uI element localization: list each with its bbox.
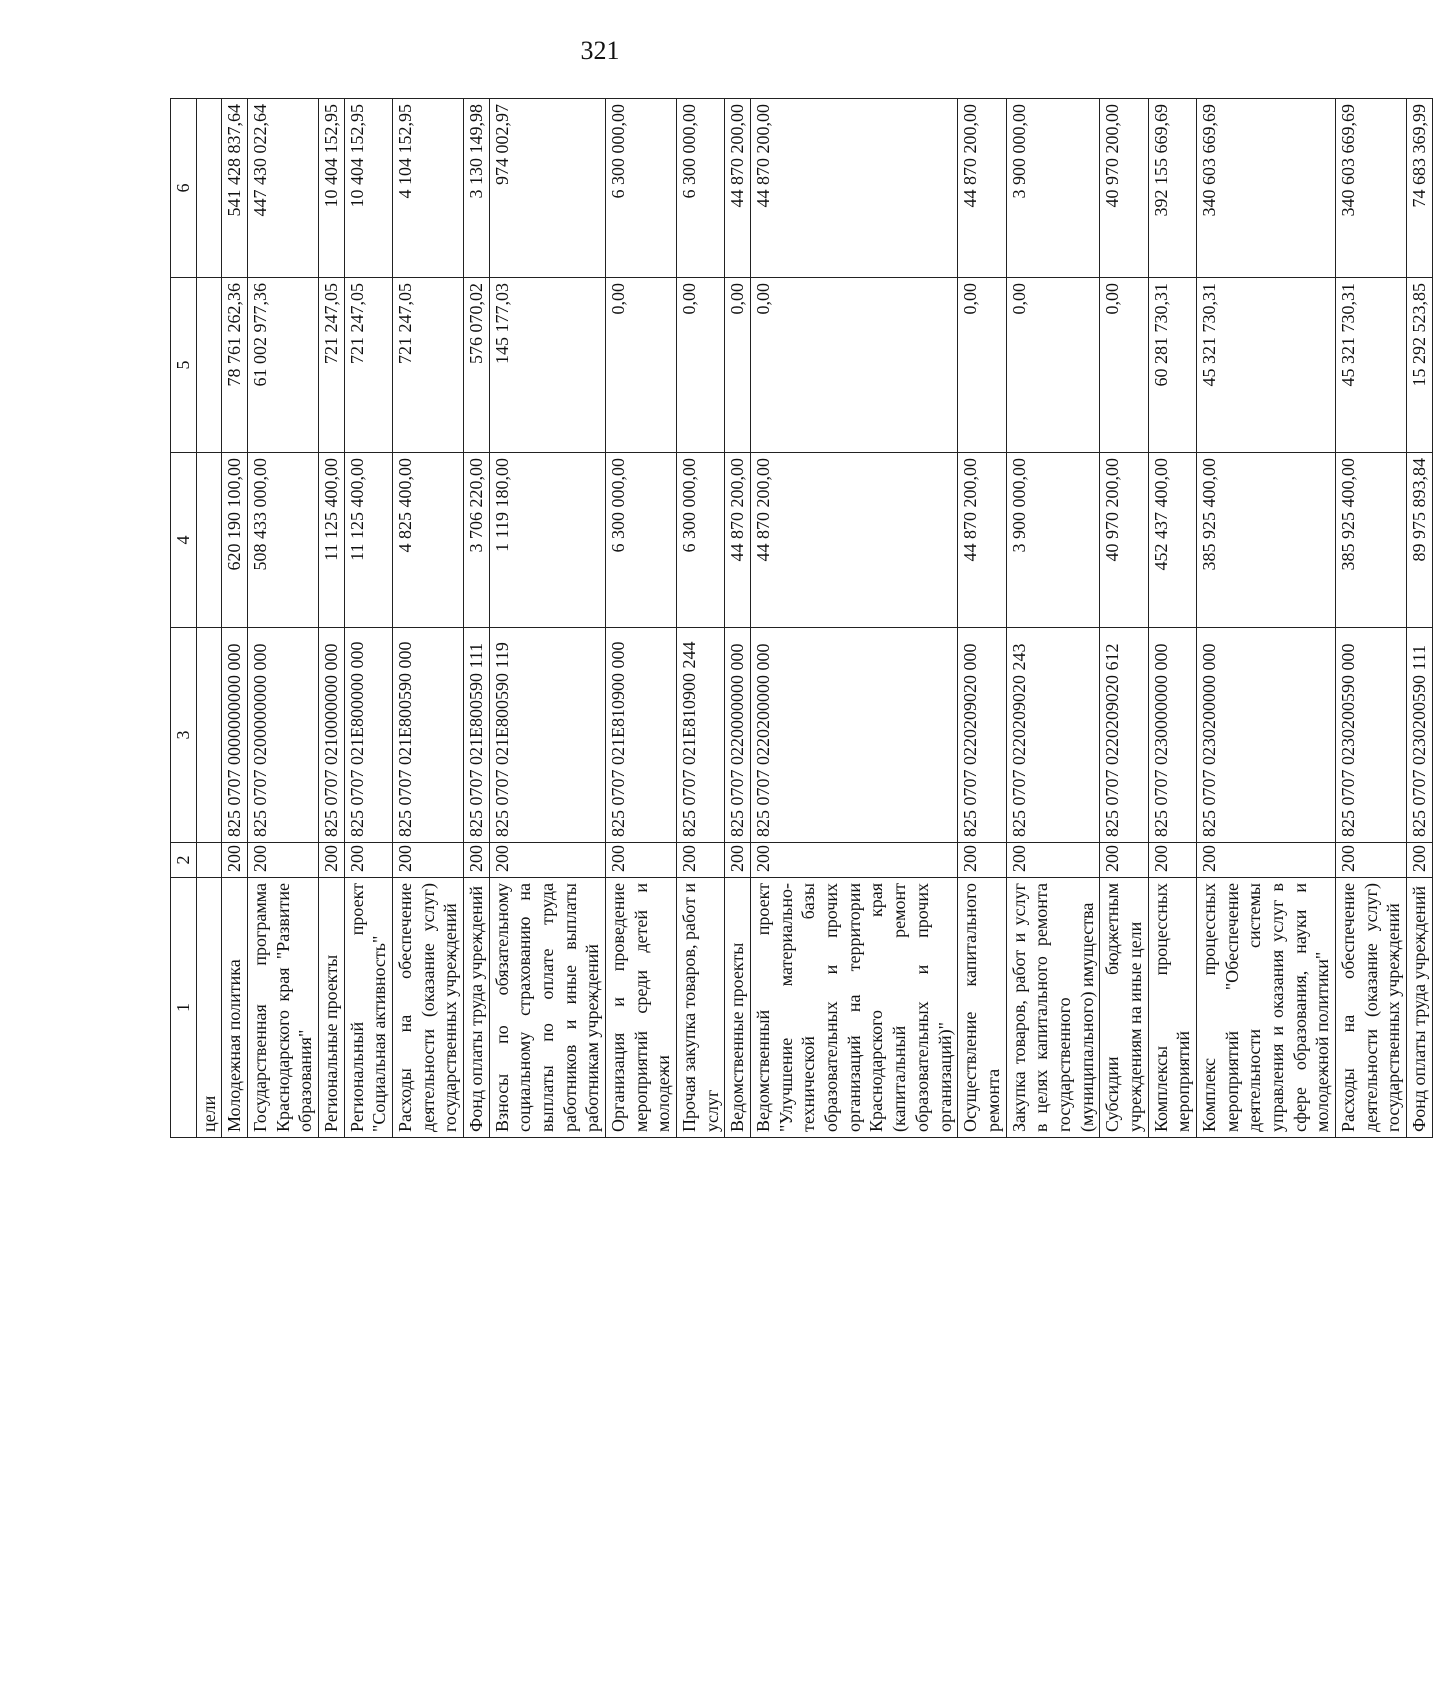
table-row bbox=[248, 99, 319, 1138]
row-col2-cell: 200 bbox=[725, 843, 751, 878]
header-cell: 6 bbox=[171, 99, 197, 278]
row-value6-cell: 40 970 200,00 bbox=[1100, 99, 1148, 278]
row-name-cell: Молодежная политика bbox=[222, 878, 248, 1138]
table-row bbox=[489, 99, 605, 1138]
row-value4-cell: 508 433 000,00 bbox=[248, 453, 319, 628]
row-value6-cell: 44 870 200,00 bbox=[751, 99, 958, 278]
table-row bbox=[1196, 99, 1335, 1138]
table-row bbox=[606, 99, 677, 1138]
row-value5-cell: 15 292 523,85 bbox=[1406, 278, 1432, 453]
row-value4-cell: 1 119 180,00 bbox=[489, 453, 605, 628]
row-col2-cell: 200 bbox=[1006, 843, 1100, 878]
row-code-cell: 825 0707 0000000000 000 bbox=[222, 628, 248, 843]
header-row bbox=[171, 99, 197, 1138]
row-code-cell: 825 0707 0220000000 000 bbox=[725, 628, 751, 843]
row-code-cell: 825 0707 0230000000 000 bbox=[1148, 628, 1196, 843]
row-value6-cell: 340 603 669,69 bbox=[1196, 99, 1335, 278]
table-row bbox=[1100, 99, 1148, 1138]
row-value4-cell: 385 925 400,00 bbox=[1196, 453, 1335, 628]
row-code-cell: 825 0707 0230200000 000 bbox=[1196, 628, 1335, 843]
row-value4-cell: 44 870 200,00 bbox=[725, 453, 751, 628]
row-name-cell: Региональный проект "Социальная активность" bbox=[344, 878, 392, 1138]
row-name-cell: Фонд оплаты труда учреждений bbox=[1406, 878, 1432, 1138]
row-value4-cell: 3 706 220,00 bbox=[464, 453, 490, 628]
table-row bbox=[464, 99, 490, 1138]
row-name-cell: цели bbox=[196, 878, 222, 1138]
row-code-cell: 825 0707 0210000000 000 bbox=[319, 628, 345, 843]
row-value5-cell: 721 247,05 bbox=[393, 278, 464, 453]
row-value6-cell: 4 104 152,95 bbox=[393, 99, 464, 278]
table-row bbox=[344, 99, 392, 1138]
row-code-cell: 825 0707 0220209020 612 bbox=[1100, 628, 1148, 843]
row-value4-cell: 3 900 000,00 bbox=[1006, 453, 1100, 628]
table-row bbox=[1148, 99, 1196, 1138]
row-name-cell: Комплексы процессных мероприятий bbox=[1148, 878, 1196, 1138]
row-value6-cell bbox=[196, 99, 222, 278]
row-name-cell: Расходы на обеспечение деятельности (оказание услуг) государственных учреждений bbox=[393, 878, 464, 1138]
row-value4-cell: 44 870 200,00 bbox=[751, 453, 958, 628]
row-value5-cell: 60 281 730,31 bbox=[1148, 278, 1196, 453]
row-value6-cell: 44 870 200,00 bbox=[958, 99, 1006, 278]
row-col2-cell: 200 bbox=[1335, 843, 1406, 878]
row-value4-cell: 44 870 200,00 bbox=[958, 453, 1006, 628]
row-value5-cell: 0,00 bbox=[725, 278, 751, 453]
row-value4-cell: 385 925 400,00 bbox=[1335, 453, 1406, 628]
row-code-cell: 825 0707 0200000000 000 bbox=[248, 628, 319, 843]
row-value4-cell bbox=[196, 453, 222, 628]
row-value5-cell: 721 247,05 bbox=[319, 278, 345, 453]
row-value5-cell: 45 321 730,31 bbox=[1335, 278, 1406, 453]
row-value6-cell: 6 300 000,00 bbox=[677, 99, 725, 278]
row-value5-cell bbox=[196, 278, 222, 453]
row-name-cell: Государственная программа Краснодарского края "Развитие образования" bbox=[248, 878, 319, 1138]
row-code-cell: 825 0707 0220209020 243 bbox=[1006, 628, 1100, 843]
table-row bbox=[393, 99, 464, 1138]
row-value6-cell: 392 155 669,69 bbox=[1148, 99, 1196, 278]
row-col2-cell: 200 bbox=[677, 843, 725, 878]
row-value6-cell: 44 870 200,00 bbox=[725, 99, 751, 278]
table-row bbox=[677, 99, 725, 1138]
budget-table bbox=[170, 98, 1433, 1138]
row-value6-cell: 10 404 152,95 bbox=[344, 99, 392, 278]
table-row bbox=[751, 99, 958, 1138]
table-row bbox=[196, 99, 222, 1138]
header-cell: 5 bbox=[171, 278, 197, 453]
row-value5-cell: 0,00 bbox=[1100, 278, 1148, 453]
row-code-cell: 825 0707 0220209020 000 bbox=[958, 628, 1006, 843]
header-cell: 2 bbox=[171, 843, 197, 878]
row-col2-cell: 200 bbox=[958, 843, 1006, 878]
row-code-cell: 825 0707 021E800590 119 bbox=[489, 628, 605, 843]
row-value5-cell: 721 247,05 bbox=[344, 278, 392, 453]
header-cell: 4 bbox=[171, 453, 197, 628]
row-value5-cell: 78 761 262,36 bbox=[222, 278, 248, 453]
row-code-cell bbox=[196, 628, 222, 843]
row-col2-cell: 200 bbox=[1148, 843, 1196, 878]
table-row bbox=[319, 99, 345, 1138]
row-name-cell: Фонд оплаты труда учреждений bbox=[464, 878, 490, 1138]
table-row bbox=[958, 99, 1006, 1138]
row-value6-cell: 6 300 000,00 bbox=[606, 99, 677, 278]
table-row bbox=[1006, 99, 1100, 1138]
row-name-cell: Прочая закупка товаров, работ и услуг bbox=[677, 878, 725, 1138]
row-code-cell: 825 0707 021E800000 000 bbox=[344, 628, 392, 843]
row-name-cell: Ведомственный проект "Улучшение материально-технической базы образовательных и прочих организаций на территории Краснодарского края (капитальный ремонт образовательных и прочих организаций)" bbox=[751, 878, 958, 1138]
row-name-cell: Ведомственные проекты bbox=[725, 878, 751, 1138]
row-col2-cell: 200 bbox=[606, 843, 677, 878]
row-value6-cell: 3 900 000,00 bbox=[1006, 99, 1100, 278]
header-cell: 3 bbox=[171, 628, 197, 843]
row-value6-cell: 447 430 022,64 bbox=[248, 99, 319, 278]
row-name-cell: Закупка товаров, работ и услуг в целях капитального ремонта государственного (муниципального) имущества bbox=[1006, 878, 1100, 1138]
row-col2-cell: 200 bbox=[344, 843, 392, 878]
row-col2-cell: 200 bbox=[1196, 843, 1335, 878]
row-value6-cell: 541 428 837,64 bbox=[222, 99, 248, 278]
row-col2-cell: 200 bbox=[222, 843, 248, 878]
row-col2-cell: 200 bbox=[751, 843, 958, 878]
row-value5-cell: 0,00 bbox=[606, 278, 677, 453]
row-code-cell: 825 0707 021E810900 000 bbox=[606, 628, 677, 843]
header-cell: 1 bbox=[171, 878, 197, 1138]
row-name-cell: Осуществление капитального ремонта bbox=[958, 878, 1006, 1138]
row-value4-cell: 40 970 200,00 bbox=[1100, 453, 1148, 628]
row-value5-cell: 0,00 bbox=[751, 278, 958, 453]
row-col2-cell: 200 bbox=[393, 843, 464, 878]
row-code-cell: 825 0707 021E810900 244 bbox=[677, 628, 725, 843]
row-col2-cell: 200 bbox=[319, 843, 345, 878]
page-number: 321 bbox=[580, 36, 620, 65]
row-col2-cell: 200 bbox=[1100, 843, 1148, 878]
row-code-cell: 825 0707 0230200590 111 bbox=[1406, 628, 1432, 843]
row-value4-cell: 620 190 100,00 bbox=[222, 453, 248, 628]
row-value5-cell: 61 002 977,36 bbox=[248, 278, 319, 453]
row-code-cell: 825 0707 0220200000 000 bbox=[751, 628, 958, 843]
row-name-cell: Организация и проведение мероприятий среди детей и молодежи bbox=[606, 878, 677, 1138]
row-name-cell: Субсидии бюджетным учреждениям на иные цели bbox=[1100, 878, 1148, 1138]
row-value5-cell: 145 177,03 bbox=[489, 278, 605, 453]
row-code-cell: 825 0707 021E800590 111 bbox=[464, 628, 490, 843]
row-name-cell: Комплекс процессных мероприятий "Обеспечение деятельности системы управления и оказания услуг в сфере образования, науки и молодежной политики" bbox=[1196, 878, 1335, 1138]
row-value4-cell: 89 975 893,84 bbox=[1406, 453, 1432, 628]
table-row bbox=[725, 99, 751, 1138]
row-value5-cell: 45 321 730,31 bbox=[1196, 278, 1335, 453]
table-row bbox=[1335, 99, 1406, 1138]
row-value6-cell: 974 002,97 bbox=[489, 99, 605, 278]
table-row bbox=[1406, 99, 1432, 1138]
row-value6-cell: 10 404 152,95 bbox=[319, 99, 345, 278]
row-value6-cell: 3 130 149,98 bbox=[464, 99, 490, 278]
row-value4-cell: 11 125 400,00 bbox=[319, 453, 345, 628]
row-value5-cell: 0,00 bbox=[958, 278, 1006, 453]
row-col2-cell: 200 bbox=[248, 843, 319, 878]
row-value4-cell: 452 437 400,00 bbox=[1148, 453, 1196, 628]
row-name-cell: Расходы на обеспечение деятельности (оказание услуг) государственных учреждений bbox=[1335, 878, 1406, 1138]
row-name-cell: Региональные проекты bbox=[319, 878, 345, 1138]
row-col2-cell bbox=[196, 843, 222, 878]
row-col2-cell: 200 bbox=[464, 843, 490, 878]
row-name-cell: Взносы по обязательному социальному страхованию на выплаты по оплате труда работников и иные выплаты работникам учреждений bbox=[489, 878, 605, 1138]
row-value5-cell: 576 070,02 bbox=[464, 278, 490, 453]
row-value5-cell: 0,00 bbox=[1006, 278, 1100, 453]
row-code-cell: 825 0707 0230200590 000 bbox=[1335, 628, 1406, 843]
rotated-table-wrapper bbox=[170, 99, 1429, 1138]
row-value4-cell: 6 300 000,00 bbox=[677, 453, 725, 628]
row-col2-cell: 200 bbox=[1406, 843, 1432, 878]
row-value4-cell: 11 125 400,00 bbox=[344, 453, 392, 628]
row-value6-cell: 340 603 669,69 bbox=[1335, 99, 1406, 278]
row-value4-cell: 6 300 000,00 bbox=[606, 453, 677, 628]
table-row bbox=[222, 99, 248, 1138]
row-value4-cell: 4 825 400,00 bbox=[393, 453, 464, 628]
row-code-cell: 825 0707 021E800590 000 bbox=[393, 628, 464, 843]
row-value5-cell: 0,00 bbox=[677, 278, 725, 453]
row-value6-cell: 74 683 369,99 bbox=[1406, 99, 1432, 278]
row-col2-cell: 200 bbox=[489, 843, 605, 878]
